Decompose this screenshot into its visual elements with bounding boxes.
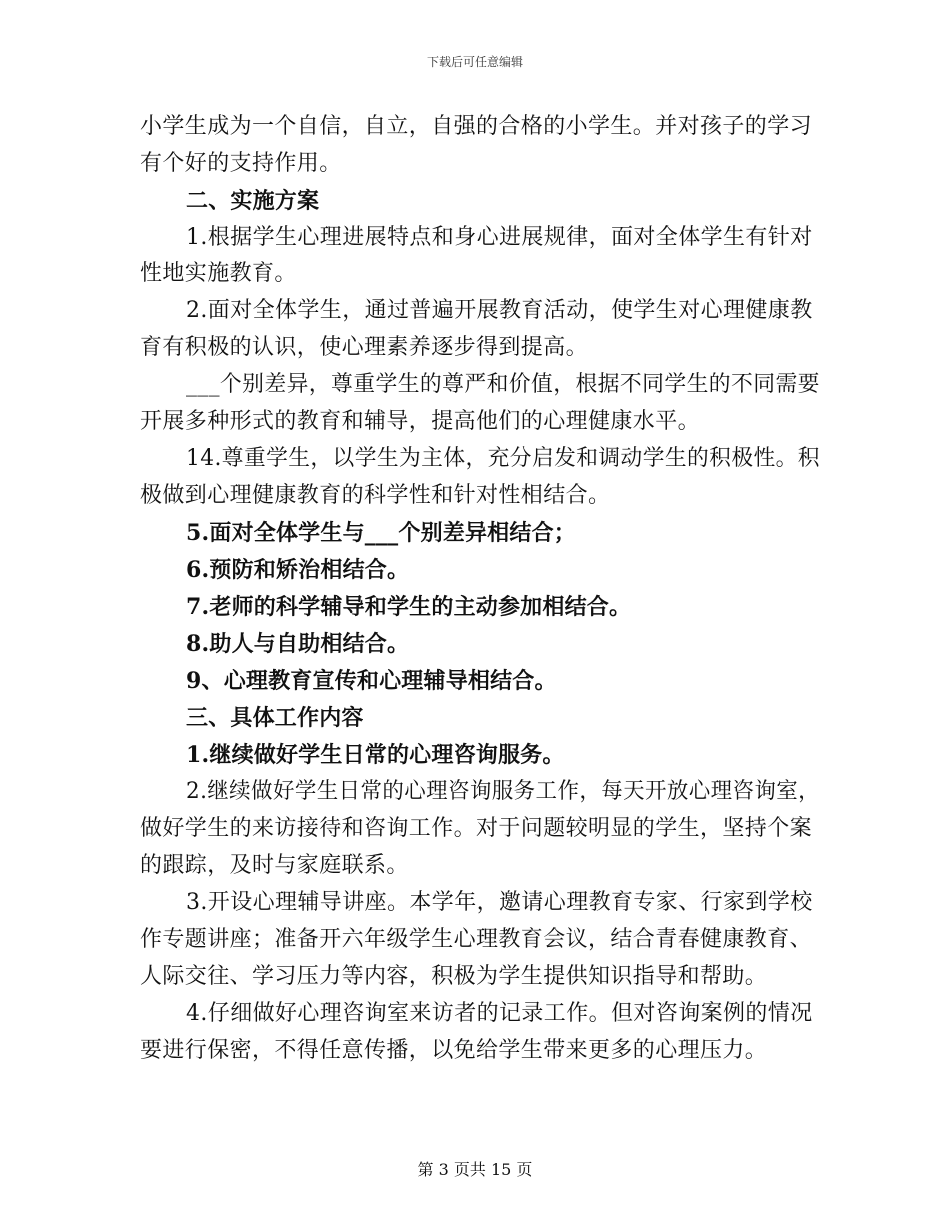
work-item-heading: 1.继续做好学生日常的心理咨询服务。 [186, 742, 565, 768]
page-footer: 第 3 页共 15 页 [417, 1160, 533, 1179]
principle-item: 5.面对全体学生与___个别差异相结合； [186, 520, 576, 546]
body-line: 做好学生的来访接待和咨询工作。对于问题较明显的学生，坚持个案 [140, 816, 813, 841]
body-line: 开展多种形式的教育和辅导，提高他们的心理健康水平。 [140, 409, 701, 434]
principle-item: 7.老师的科学辅导和学生的主动参加相结合。 [186, 594, 632, 620]
body-line: 3.开设心理辅导讲座。本学年，邀请心理教育专家、行家到学校 [186, 890, 813, 915]
section-heading: 三、具体工作内容 [186, 705, 364, 731]
body-line: 育有积极的认识，使心理素养逐步得到提高。 [140, 335, 589, 360]
body-line: 的跟踪，及时与家庭联系。 [140, 853, 409, 878]
page-header: 下载后可任意编辑 [426, 55, 523, 69]
body-line: ___个别差异，尊重学生的尊严和价值，根据不同学生的不同需要 [186, 372, 820, 397]
body-line: 作专题讲座；准备开六年级学生心理教育会议，结合青春健康教育、 [140, 927, 813, 952]
body-line: 人际交往、学习压力等内容，积极为学生提供知识指导和帮助。 [140, 964, 768, 989]
body-line: 14.尊重学生，以学生为主体，充分启发和调动学生的积极性。积 [186, 446, 820, 471]
principle-item: 9、心理教育宣传和心理辅导相结合。 [186, 668, 557, 694]
body-line: 2.继续做好学生日常的心理咨询服务工作，每天开放心理咨询室， [186, 779, 821, 804]
body-line: 4.仔细做好心理咨询室来访者的记录工作。但对咨询案例的情况 [186, 1001, 813, 1026]
body-line: 小学生成为一个自信，自立，自强的合格的小学生。并对孩子的学习 [140, 114, 813, 139]
principle-item: 8.助人与自助相结合。 [186, 631, 410, 657]
section-heading: 二、实施方案 [186, 188, 320, 214]
principle-item: 6.预防和矫治相结合。 [186, 557, 410, 583]
body-line: 极做到心理健康教育的科学性和针对性相结合。 [140, 483, 611, 508]
body-line: 性地实施教育。 [140, 261, 297, 286]
body-line: 有个好的支持作用。 [140, 151, 342, 176]
body-line: 2.面对全体学生，通过普遍开展教育活动，使学生对心理健康教 [186, 298, 813, 323]
body-line: 1.根据学生心理进展特点和身心进展规律，面对全体学生有针对 [186, 225, 813, 250]
body-line: 要进行保密，不得任意传播，以免给学生带来更多的心理压力。 [140, 1038, 768, 1063]
